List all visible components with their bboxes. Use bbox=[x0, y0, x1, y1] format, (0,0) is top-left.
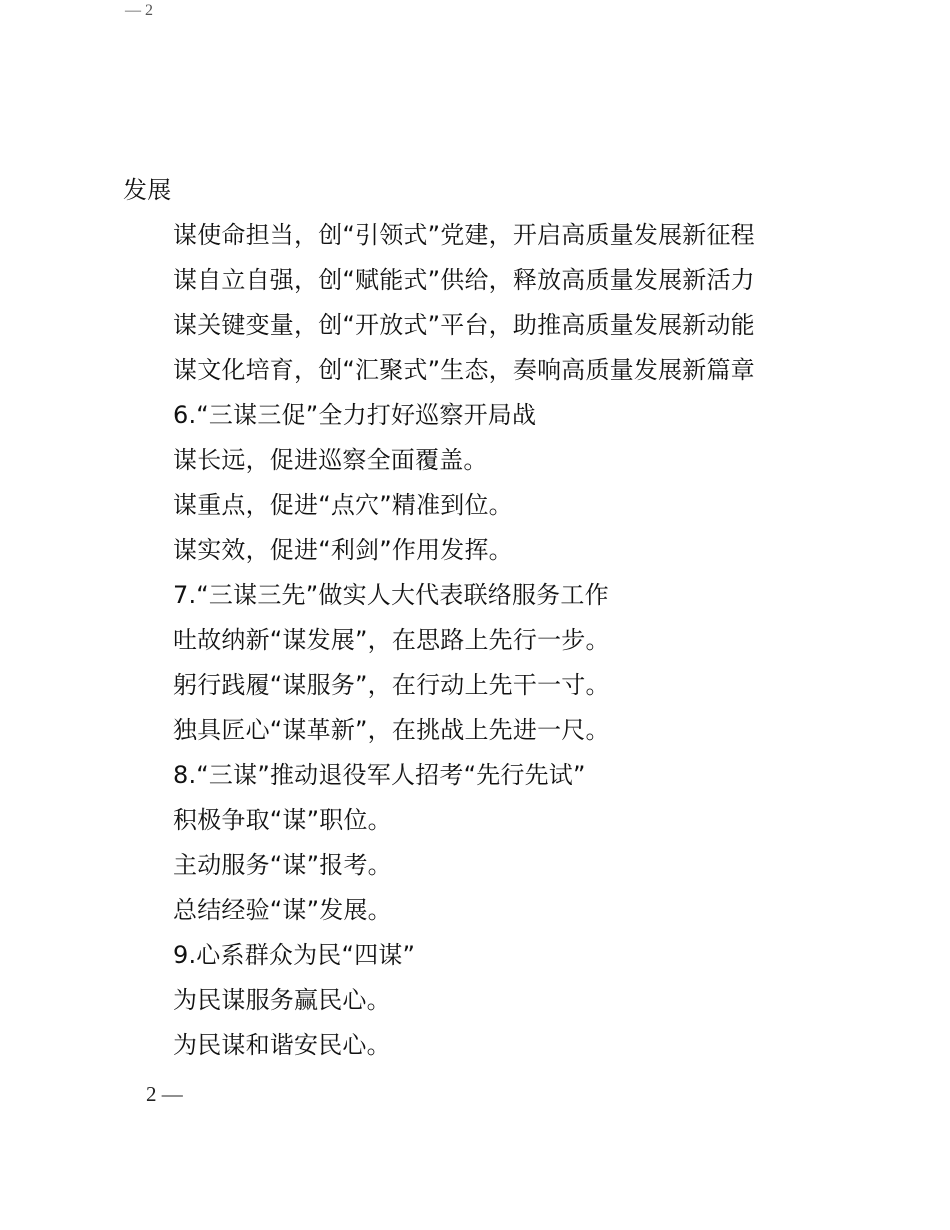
text-line: 吐故纳新“谋发展”，在思路上先行一步。 bbox=[173, 626, 610, 654]
section-heading: 9.心系群众为民“四谋” bbox=[173, 941, 416, 969]
text-line: 为民谋服务赢民心。 bbox=[173, 986, 391, 1014]
text-line: 发展 bbox=[123, 176, 172, 204]
text-line: 谋长远，促进巡察全面覆盖。 bbox=[173, 446, 488, 474]
text-line: 为民谋和谐安民心。 bbox=[173, 1031, 391, 1059]
text-line: 谋文化培育，创“汇聚式”生态，奏响高质量发展新篇章 bbox=[173, 356, 755, 384]
text-line: 主动服务“谋”报考。 bbox=[173, 851, 392, 879]
section-heading: 7.“三谋三先”做实人大代表联络服务工作 bbox=[173, 581, 609, 609]
text-line: 谋关键变量，创“开放式”平台，助推高质量发展新动能 bbox=[173, 311, 755, 339]
text-line: 谋重点，促进“点穴”精准到位。 bbox=[173, 491, 513, 519]
text-line: 谋自立自强，创“赋能式”供给，释放高质量发展新活力 bbox=[173, 266, 755, 294]
text-line: 谋实效，促进“利剑”作用发挥。 bbox=[173, 536, 513, 564]
section-heading: 8.“三谋”推动退役军人招考“先行先试” bbox=[173, 761, 586, 789]
header-page-marker: — 2 bbox=[125, 2, 153, 19]
text-line: 总结经验“谋”发展。 bbox=[173, 896, 392, 924]
text-line: 独具匠心“谋革新”，在挑战上先进一尺。 bbox=[173, 716, 610, 744]
section-heading: 6.“三谋三促”全力打好巡察开局战 bbox=[173, 401, 537, 429]
text-line: 躬行践履“谋服务”，在行动上先干一寸。 bbox=[173, 671, 610, 699]
text-line: 谋使命担当，创“引领式”党建，开启高质量发展新征程 bbox=[173, 221, 755, 249]
footer-page-number: 2 — bbox=[146, 1082, 183, 1106]
document-body bbox=[0, 168, 950, 1068]
text-line: 积极争取“谋”职位。 bbox=[173, 806, 392, 834]
